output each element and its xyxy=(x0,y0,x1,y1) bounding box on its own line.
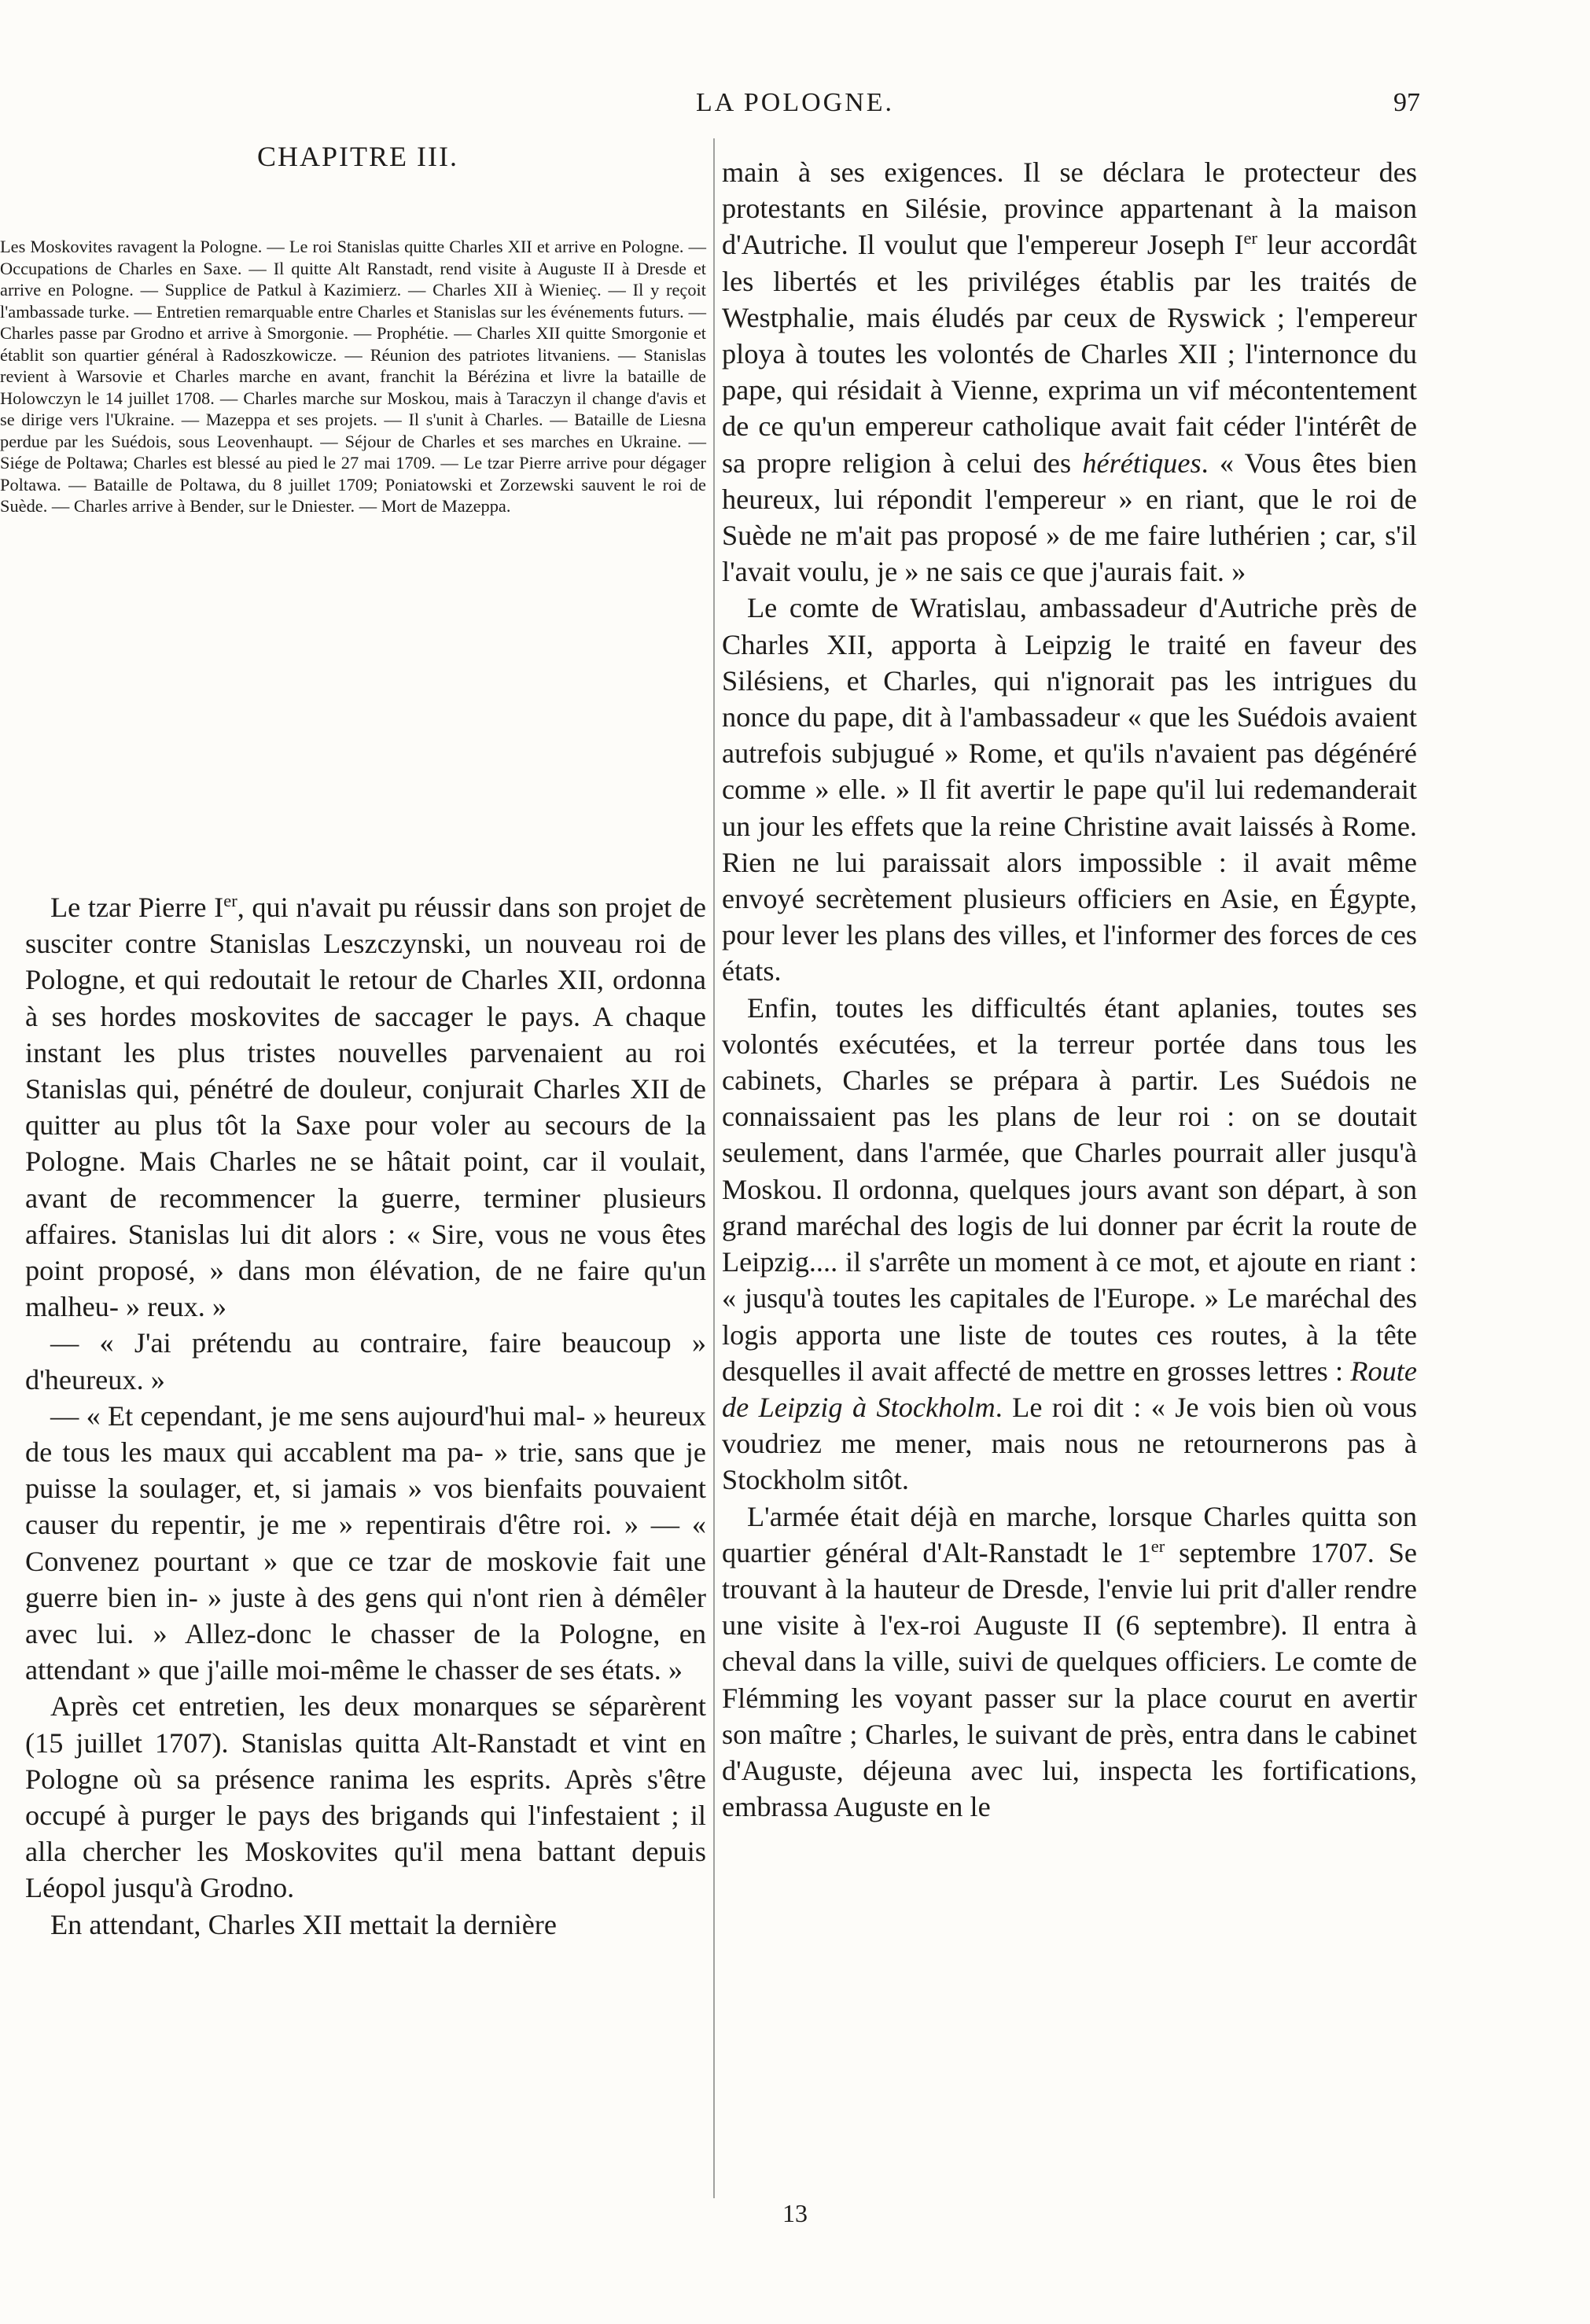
paragraph-em: hérétiques xyxy=(1082,447,1202,479)
paragraph xyxy=(25,889,706,1325)
paragraph-lead: Le comte de Wratislau, ambassadeur d'Autriche près de Charles XII, apporta à Leipzig le traité en faveur des Silésiens, et Charles, qui n'ignorait pas les intrigues du nonce du pape, dit à l'ambassadeur « que les Suédois avaient autrefois subjugué » Rome, et qu'ils n'avaient pas dégénéré comme » elle. » Il fit avertir le pape qu'il lui redemanderait un jour les effets que la reine Christine avait laissés à Rome. Rien ne lui paraissait alors impossible : il avait même envoyé secrètement plusieurs officiers en Asie, en Égypte, pour lever les plans des villes, et l'informer des forces de ces états. xyxy=(722,592,1417,987)
paragraph-tail: . Le roi dit : « Je vois bien où vous voudriez me mener, mais nous ne retournerons pas à Stockholm sitôt. xyxy=(722,1391,1417,1496)
left-column xyxy=(25,889,706,1943)
paragraph xyxy=(25,1907,706,1943)
paragraph-lead: main à ses exigences. Il se déclara le protecteur des protestants en Silésie, province appartenant à la maison d'Autriche. Il voulut que l'empereur Joseph I xyxy=(722,156,1417,261)
paragraph-sup: er xyxy=(223,890,237,910)
paragraph xyxy=(722,1498,1417,1826)
paragraph xyxy=(722,990,1417,1498)
column-divider xyxy=(713,138,715,2198)
paragraph xyxy=(25,1688,706,1906)
right-column xyxy=(722,154,1417,1825)
signature-mark: 13 xyxy=(782,2199,808,2227)
paragraph-lead: Enfin, toutes les difficultés étant aplanies, toutes ses volontés exécutées, et la terreur portée dans tous les cabinets, Charles se prépara à partir. Les Suédois ne connaissaient pas les plans de leur roi : on se doutait seulement, dans l'armée, que Charles pourrait aller jusqu'à Moskou. Il ordonna, quelques jours avant son départ, à son grand maréchal des logis de lui donner par écrit la route de Leipzig.... il s'arrête un moment à ce mot, et ajoute en riant : « jusqu'à toutes les capitales de l'Europe. » Le maréchal des logis apporta une liste de toutes ces routes, à la tête desquelles il avait affecté de mettre en grosses lettres : xyxy=(722,991,1417,1387)
paragraph xyxy=(25,1325,706,1397)
paragraph xyxy=(25,1398,706,1689)
paragraph-lead: L'armée était déjà en marche, lorsque Charles quitta son quartier général d'Alt-Ranstadt le 1 xyxy=(722,1500,1417,1568)
paragraph-lead: — « J'ai prétendu au contraire, faire beaucoup » d'heureux. » xyxy=(25,1327,706,1396)
paragraph-lead: Après cet entretien, les deux monarques se séparèrent (15 juillet 1707). Stanislas quitta Alt-Ranstadt et vint en Pologne où sa présence ranima les esprits. Après s'être occupé à purger le pays des brigands qui l'infestaient ; il alla chercher les Moskovites qu'il mena battant depuis Léopol jusqu'à Grodno. xyxy=(25,1690,706,1904)
paragraph-rest: septembre 1707. Se trouvant à la hauteur de Dresde, l'envie lui prit d'aller rendre une visite à l'ex-roi Auguste II (6 septembre). Il entra à cheval dans la ville, suivi de quelques officiers. Le comte de Flémming les voyant passer sur la place courut en avertir son maître ; Charles, le suivant de près, entra dans le cabinet d'Auguste, déjeuna avec lui, inspecta les fortifications, embrassa Auguste en le xyxy=(722,1536,1417,1823)
paragraph-sup: er xyxy=(1150,1535,1165,1556)
paragraph-sup: er xyxy=(1243,228,1258,248)
paragraph-em: Route de Leipzig à Stockholm xyxy=(722,1355,1417,1423)
paragraph xyxy=(722,590,1417,989)
paragraph-lead: En attendant, Charles XII mettait la dernière xyxy=(50,1908,558,1940)
paragraph-lead: — « Et cependant, je me sens aujourd'hui mal- » heureux de tous les maux qui accablent ma pa- » trie, sans que je puisse la soulager, et, si jamais » vos bienfaits pouvaient causer du repentir, je me » repentirais d'être roi. » — « Convenez pourtant » que ce tzar de moskovie fait une guerre bien in- » juste à des gens qui n'ont rien à démêler avec lui. » Allez-donc le chasser de la Pologne, en attendant » que j'aille moi-même le chasser de ses états. » xyxy=(25,1399,706,1686)
page-number: 97 xyxy=(1393,88,1420,117)
paragraph-lead: Le tzar Pierre I xyxy=(50,892,224,923)
running-head: LA POLOGNE. xyxy=(695,88,895,117)
chapter-summary: Les Moskovites ravagent la Pologne. — Le roi Stanislas quitte Charles XII et arrive en Pologne. — Occupations de Charles en Saxe. — Il quitte Alt Ranstadt, rend visite à Auguste II à Dresde et arrive en Pologne. — Supplice de Patkul à Kazimierz. — Charles XII à Wienieç. — Il y reçoit l'ambassade turke. — Entretien remarquable entre Charles et Stanislas sur les événements futurs. — Charles passe par Grodno et arrive à Smorgonie. — Prophétie. — Charles XII quitte Smorgonie et établit son quartier général à Radoszkowicze. — Réunion des patriotes litvaniens. — Stanislas revient à Warsovie et Charles marche en avant, franchit la Bérézina et livre la bataille de Holowczyn le 14 juillet 1708. — Charles marche sur Moskou, mais à Taraczyn il change d'avis et se dirige vers l'Ukraine. — Mazeppa et ses projets. — Il s'unit à Charles. — Bataille de Liesna perdue par les Suédois, sous Leovenhaupt. — Séjour de Charles et ses marches en Ukraine. — Siége de Poltawa; Charles est blessé au pied le 27 mai 1709. — Le tzar Pierre arrive pour dégager Poltawa. — Bataille de Poltawa, du 8 juillet 1709; Poniatowski et Zorzewski sauvent le roi de Suède. — Charles arrive à Bender, sur le Dniester. — Mort de Mazeppa. xyxy=(0,237,706,516)
paragraph-tail: . « Vous êtes bien heureux, lui répondit l'empereur » en riant, que le roi de Suède ne m'ait pas proposé » de me faire luthérien ; car, s'il l'avait voulu, je » ne sais ce que j'aurais fait. » xyxy=(722,447,1418,588)
paragraph-rest: leur accordât les libertés et les priviléges établis par les traités de Westphalie, mais éludés par ceux de Ryswick ; l'empereur ploya à toutes les volontés de Charles XII ; l'internonce du pape, qui résidait à Vienne, exprima un vif mécontentement de ce qu'un empereur catholique avait fait céder l'intérêt de sa propre religion à celui des xyxy=(722,229,1417,479)
paragraph xyxy=(722,154,1417,590)
chapter-title: CHAPITRE III. xyxy=(257,141,458,172)
paragraph-rest: , qui n'avait pu réussir dans son projet de susciter contre Stanislas Leszczynski, un nouveau roi de Pologne, et qui redoutait le retour de Charles XII, ordonna à ses hordes moskovites de saccager le pays. A chaque instant les plus tristes nouvelles parvenaient au roi Stanislas qui, pénétré de douleur, conjurait Charles XII de quitter au plus tôt la Saxe pour voler au secours de la Pologne. Mais Charles ne se hâtait point, car il voulait, avant de recommencer la guerre, terminer plusieurs affaires. Stanislas lui dit alors : « Sire, vous ne vous êtes point proposé, » dans mon élévation, de ne faire qu'un malheu- » reux. » xyxy=(25,892,707,1323)
